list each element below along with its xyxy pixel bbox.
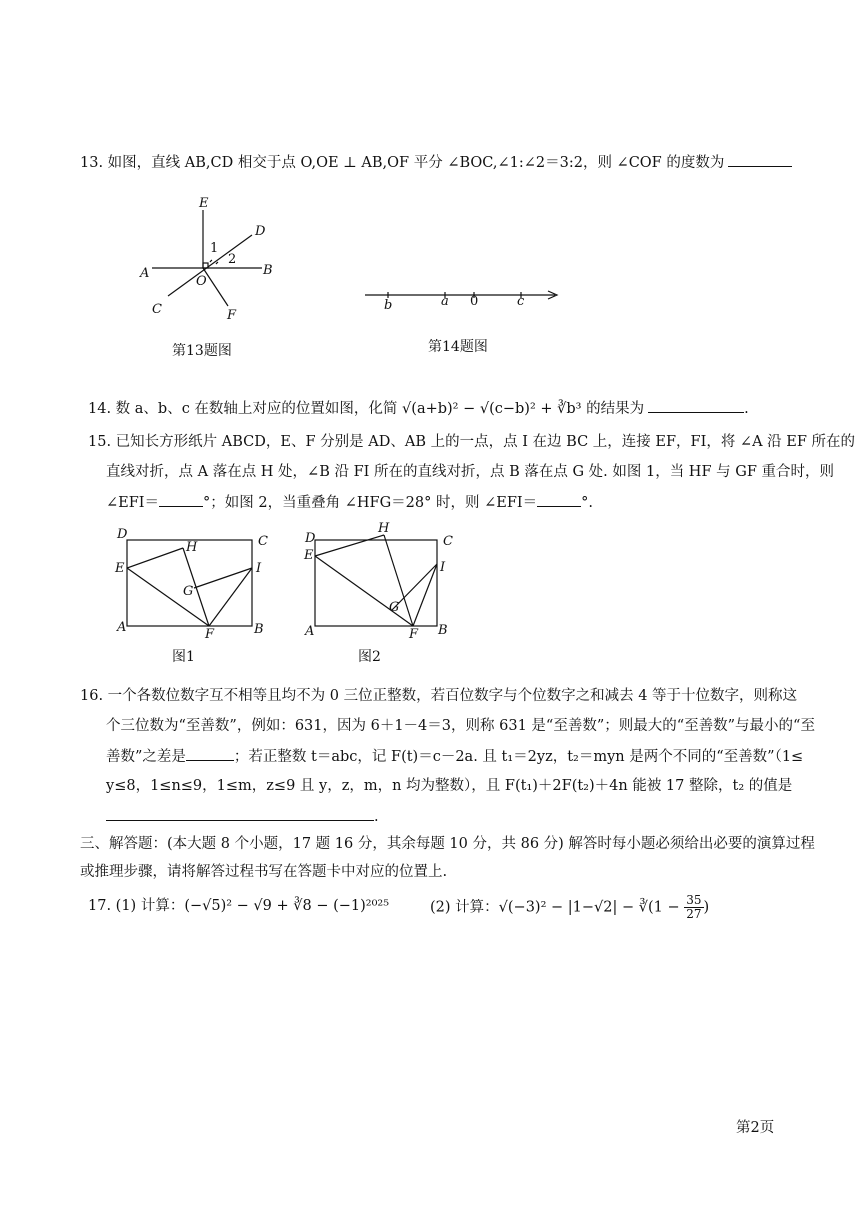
fig1-label-a: A <box>117 620 127 635</box>
fig13-label-d: D <box>255 224 266 239</box>
fig1-label-i: I <box>256 561 262 576</box>
q15-line1: 15. 已知长方形纸片 ABCD，E、F 分别是 AD、AB 上的一点，点 I 在边 BC 上，连接 EF，FI，将 ∠A 沿 EF 所在的 <box>88 434 856 450</box>
fig2-label-a: A <box>305 624 315 639</box>
q15-line2: 直线对折，点 A 落在点 H 处，∠B 沿 FI 所在的直线对折，点 B 落在点 G 处. 如图 1，当 HF 与 GF 重合时，则 <box>106 464 834 480</box>
q15-line3: ∠EFI＝ °；如图 2，当重叠角 ∠HFG＝28° 时，则 ∠EFI＝ °. <box>106 492 593 513</box>
section3-line2: 或推理步骤，请将解答过程书写在答题卡中对应的位置上. <box>80 864 448 880</box>
fig14-caption: 第14题图 <box>428 339 488 355</box>
q16-line5: . <box>106 806 379 827</box>
fig14-label-b: b <box>384 298 393 313</box>
fig13-label-a: A <box>140 266 150 281</box>
q16-answer-blank-2 <box>106 806 374 821</box>
q17-fraction: $\frac{35}{27}$ <box>686 893 702 921</box>
fig14-label-c: c <box>517 294 525 309</box>
fig2-label-h: H <box>378 521 390 536</box>
fig2-label-g: G <box>389 600 400 615</box>
fig14-label-a: a <box>441 294 449 309</box>
q16-answer-blank-1 <box>186 746 234 761</box>
q14-expression: √(a+b)² − √(c−b)² + ∛b³ <box>402 401 582 417</box>
fig1-label-e: E <box>115 561 125 576</box>
q17-part1: 17. (1) 计算：(−√5)² − √9 + ∛8 − (−1)²⁰²⁵ <box>88 898 390 914</box>
fig14-label-zero: 0 <box>470 294 479 309</box>
fig2-label-i: I <box>440 560 446 575</box>
q16-line2: 个三位数为“至善数”，例如：631，因为 6＋1－4＝3，则称 631 是“至善数”；则最大的“至善数”与最小的“至 <box>106 718 815 734</box>
q14-text: 14. 数 a、b、c 在数轴上对应的位置如图，化简 √(a+b)² − √(c−b)² + ∛b³ 的结果为 . <box>88 398 749 419</box>
fig13-label-angle1: 1 <box>210 241 219 256</box>
fig1-label-h: H <box>186 540 198 555</box>
fig1-caption: 图1 <box>172 649 195 665</box>
fig13-label-angle2: 2 <box>228 252 237 267</box>
fig13-caption: 第13题图 <box>172 343 232 359</box>
fig13-label-e: E <box>199 196 209 211</box>
fig2-label-c: C <box>443 534 453 549</box>
q16-line3: 善数”之差是 ；若正整数 t＝abc，记 F(t)＝c－2a. 且 t₁＝2yz，t₂＝myn 是两个不同的“至善数”（1≤ <box>106 746 803 767</box>
fig13-label-c: C <box>152 302 162 317</box>
fig13-label-f: F <box>227 308 237 323</box>
fig1-label-g: G <box>183 584 194 599</box>
q13-text: 13. 如图，直线 AB,CD 相交于点 O,OE ⊥ AB,OF 平分 ∠BOC,∠1:∠2＝3:2，则 ∠COF 的度数为 <box>80 152 792 173</box>
q16-line1: 16. 一个各数位数字互不相等且均不为 0 三位正整数，若百位数字与个位数字之和减去 4 等于十位数字，则称这 <box>80 688 798 704</box>
fig2-caption: 图2 <box>358 649 381 665</box>
section3-line1: 三、解答题：(本大题 8 个小题，17 题 16 分，其余每题 10 分，共 86 分) 解答时每小题必须给出必要的演算过程 <box>80 836 815 852</box>
q16-line4: y≤8，1≤n≤9，1≤m，z≤9 且 y，z，m，n 均为整数），且 F(t₁)＋2F(t₂)＋4n 能被 17 整除，t₂ 的值是 <box>106 778 793 794</box>
fig2-label-f: F <box>409 627 419 642</box>
fig1-label-c: C <box>258 534 268 549</box>
fig13-label-b: B <box>263 263 273 278</box>
q17-part2: (2) 计算：√(−3)² − |1−√2| − ∛(1 − $\frac{35}{27}$ ) <box>430 893 710 921</box>
fig1-label-d: D <box>117 527 128 542</box>
page-number: 第2页 <box>736 1120 775 1136</box>
fig2-label-b: B <box>438 623 448 638</box>
fig2-label-d: D <box>305 531 316 546</box>
fig1-label-f: F <box>205 627 215 642</box>
fig13-label-o: O <box>196 274 207 289</box>
fig1-label-b: B <box>254 622 264 637</box>
fig2-label-e: E <box>304 548 314 563</box>
